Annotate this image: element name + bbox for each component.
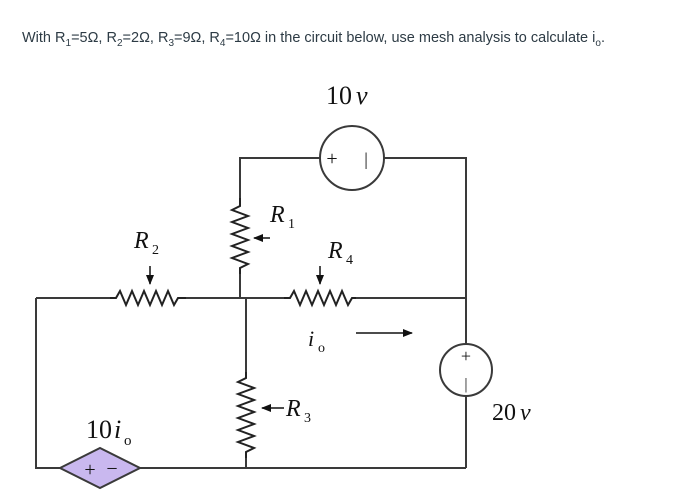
source-10v-value: 10 [326, 81, 352, 110]
resistor-r3 [238, 372, 311, 458]
wire-left-vertical [36, 298, 60, 468]
dependent-source [60, 415, 140, 488]
dependent-source-plus: + [84, 459, 96, 481]
dependent-source-diamond [60, 448, 140, 488]
voltage-source-10v [320, 81, 384, 190]
source-20v-plus: + [460, 346, 472, 366]
r4-sub: 4 [346, 253, 353, 268]
wire-top-right [384, 158, 466, 298]
wire-top-left [240, 158, 320, 198]
source-20v-minus: | [464, 376, 468, 393]
source-10v-unit: v [356, 81, 368, 110]
source-20v-value: 20 [492, 400, 516, 426]
r4-label: R [328, 238, 343, 264]
r2-sub: 2 [152, 243, 159, 258]
dependent-source-minus: − [106, 458, 118, 480]
r1-label: R [270, 202, 285, 228]
source-10v-plus: + [326, 148, 338, 170]
voltage-source-20v [440, 344, 531, 426]
source-10v-minus: | [364, 149, 368, 169]
problem-statement: With $R_1=5\Omega$, $R_2=2\Omega$, $R_3=9\Omega$, $R_4=10\Omega$ in the circuit below, use mesh analysis to calculate $i_o$. [22, 30, 605, 49]
r1-sub: 1 [288, 217, 295, 232]
r3-sub: 3 [304, 411, 311, 426]
io-label: i [308, 326, 315, 351]
r3-label: R [286, 396, 301, 422]
resistor-r1 [232, 198, 295, 274]
resistor-r2 [110, 228, 186, 305]
r2-label: R [134, 228, 149, 254]
resistor-r4 [284, 238, 356, 305]
io-sub: o [318, 341, 325, 356]
dependent-source-sub: o [124, 433, 132, 449]
dependent-source-var: i [114, 415, 122, 444]
source-20v-unit: v [520, 400, 531, 426]
dependent-source-coef: 10 [86, 415, 112, 444]
current-io [308, 326, 412, 356]
